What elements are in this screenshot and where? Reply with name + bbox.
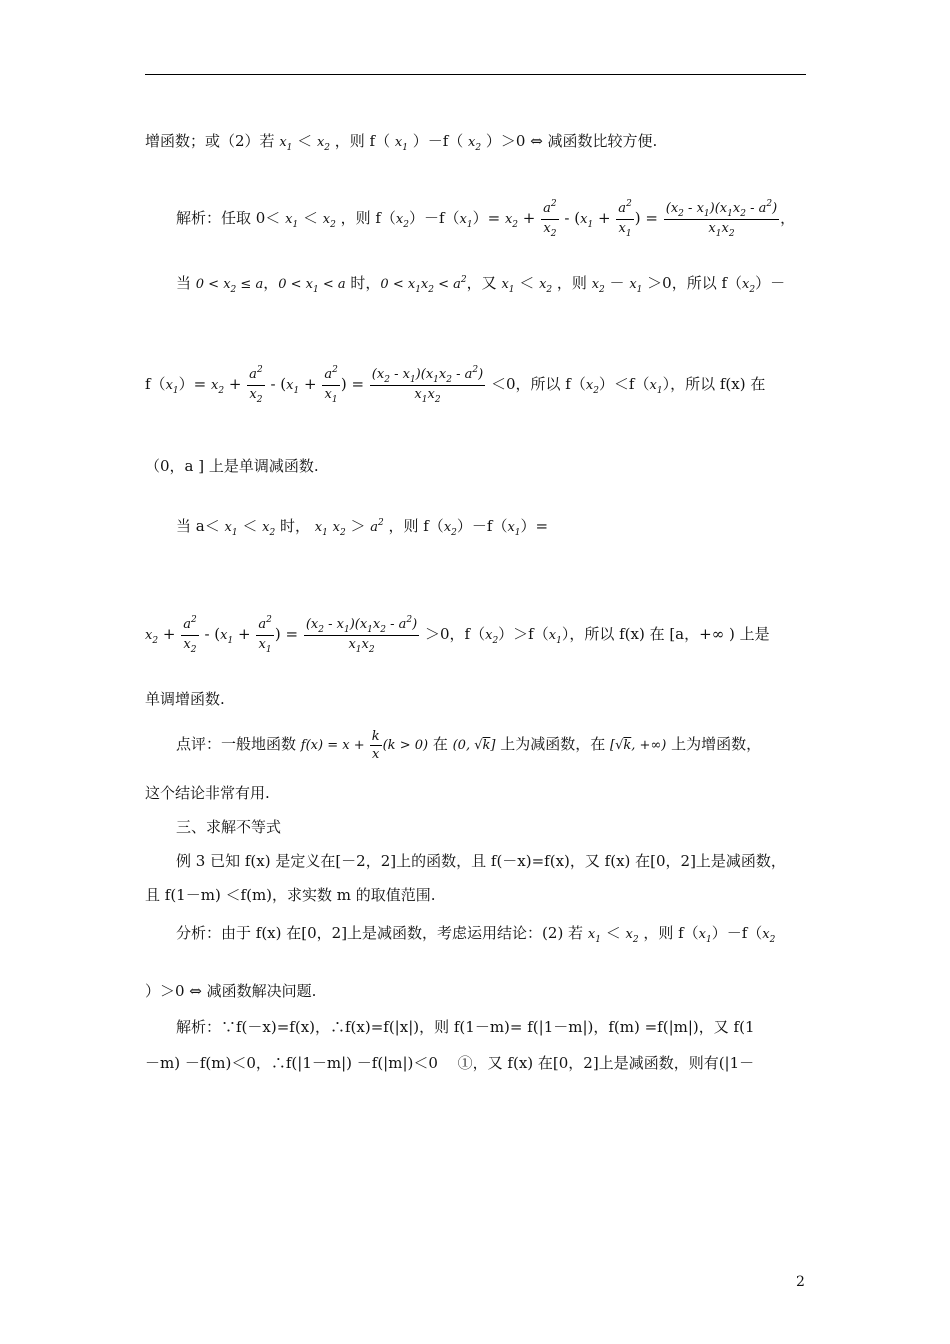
text-line: 例 3 已知 f(x) 是定义在[－2，2]上的函数，且 f(－x)=f(x)，又 f(x) 在[0，2]上是减函数， <box>176 852 786 870</box>
text-line: ）＞0 ⇔ 减函数解决问题. <box>145 982 317 1000</box>
text-line: 解析：任取 $0< x_1 < x_2$ ，则 $f(x_2)-f(x_1)= x_2$ + $\frac{a^2}{x_2}$ - ($x_1$ + $\frac{a^2}{x_1}$ ) = $\frac{(x_2 - x_1)(x_1x_2 - a^2)}{x_1x_2}$ ， <box>176 198 796 239</box>
text-line: 且 f(1－m) ＜f(m)，求实数 m 的取值范围. <box>145 886 436 904</box>
text-line: 当 $a< x_1 < x_2$ 时， $x_1$ $x_2 > a^2$ ，则 $f(x_2)-f(x_1)=$ <box>176 517 549 538</box>
text-line: 当 $0 < x_2 \le a$，$0 < x_1 < a$ 时，$0 < x_1x_2 < a^2$，又 $x_1 < x_2$ ，则 $x_2 - x_1 >0$，所以 $f(x_2)-$ <box>176 274 786 295</box>
text-line: 这个结论非常有用. <box>145 784 270 802</box>
text-line: 点评：一般地函数 f(x) = x + $\frac{k}{x}$ (k > 0) 在 (0, √k] 上为减函数，在 [√k, +∞) 上为增函数， <box>176 728 762 762</box>
text-line: （0，a ] 上是单调减函数. <box>145 457 319 475</box>
text-line: 增函数；或（2）若 $x_1 < x_2$ ，则 f（ $x_1$ ）－f（ $x_2$ ）＞0 ⇔ 减函数比较方便. <box>145 132 658 153</box>
text-line: $x_2$ + $\frac{a^2}{x_2}$ - ($x_1$ + $\frac{a^2}{x_1}$ ) = $\frac{(x_2 - x_1)(x_1x_2 - a^2)}{x_1x_2}$ ＞0，$f(x_2)>f(x_1)$，所以 f(x) 在 [a，+∞ ) 上是 <box>145 614 770 655</box>
header-rule <box>145 74 806 75</box>
section-heading: 三、求解不等式 <box>176 818 282 836</box>
text-line: 分析：由于 f(x) 在[0，2]上是减函数，考虑运用结论：(2) 若 $x_1 < x_2$ ，则 $f(x_1)-f(x_2$ <box>176 924 776 945</box>
text-line: 解析：∵f(－x)=f(x)，∴f(x)=f(|x|)，则 f(1－m)= f(|1－m|)，f(m) =f(|m|)，又 f(1 <box>176 1018 755 1036</box>
page-number: 2 <box>796 1274 805 1290</box>
text-line: 单调增函数. <box>145 690 225 708</box>
text-line: －m) －f(m)＜0，∴f(|1－m|) －f(|m|)＜0 ①，又 f(x) 在[0，2]上是减函数，则有(|1－ <box>145 1054 755 1072</box>
text-line: $f(x_1)= x_2$ + $\frac{a^2}{x_2}$ - ($x_1$ + $\frac{a^2}{x_1}$ ) = $\frac{(x_2 - x_1)(x_1x_2 - a^2)}{x_1x_2}$ ＜0，所以 $f(x_2)<f(x_1)$，所以 f(x) 在 <box>145 364 766 405</box>
